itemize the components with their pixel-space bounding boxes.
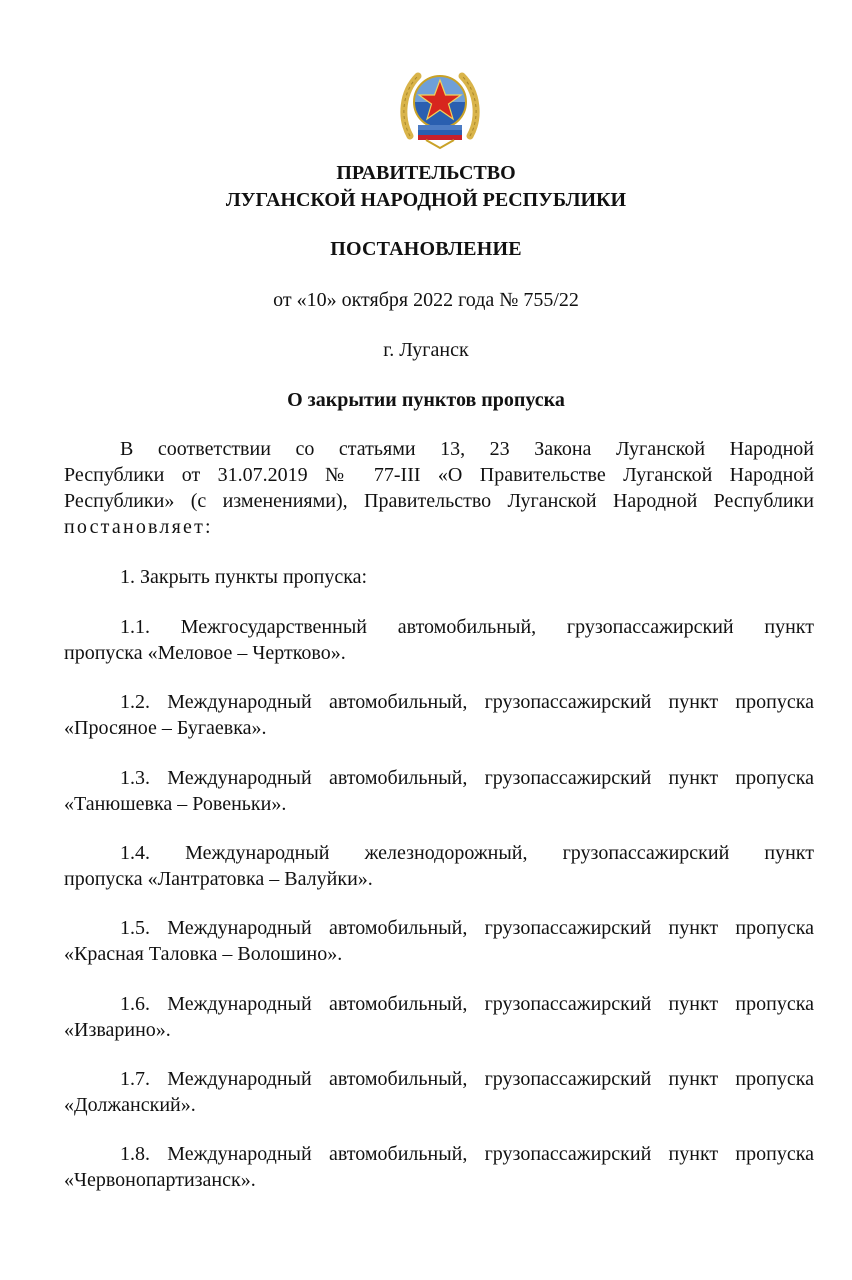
subitem-line: «Просяное – Бугаевка». xyxy=(64,717,267,739)
subitem-line: «Красная Таловка – Волошино». xyxy=(64,943,343,965)
subitem-line: пропуска «Меловое – Чертково». xyxy=(64,642,346,664)
subitem-line: «Изварино». xyxy=(64,1019,171,1041)
subitem-line: 1.5. Международный автомобильный, грузопассажирский пункт пропуска xyxy=(120,917,814,939)
document-type: ПОСТАНОВЛЕНИЕ xyxy=(330,238,522,260)
preamble-line: В соответствии со статьями 13, 23 Закона Луганской Народной xyxy=(120,438,814,460)
subitem-line: 1.8. Международный автомобильный, грузопассажирский пункт пропуска xyxy=(120,1143,814,1165)
preamble-paragraph xyxy=(64,436,814,540)
decree-subitem xyxy=(64,765,814,817)
preamble-line: постановляет: xyxy=(64,516,213,538)
document-subject: О закрытии пунктов пропуска xyxy=(287,389,565,411)
preamble-line: Республики от 31.07.2019 № 77-III «О Правительстве Луганской Народной xyxy=(64,464,814,486)
government-title-line2: ЛУГАНСКОЙ НАРОДНОЙ РЕСПУБЛИКИ xyxy=(225,189,627,211)
subitem-line: «Червонопартизанск». xyxy=(64,1169,256,1191)
subitem-line: 1.7. Международный автомобильный, грузопассажирский пункт пропуска xyxy=(120,1068,814,1090)
date-number-line: от «10» октября 2022 года № 755/22 xyxy=(273,289,579,311)
subitem-line: пропуска «Лантратовка – Валуйки». xyxy=(64,868,373,890)
city-line: г. Луганск xyxy=(383,339,469,361)
coat-of-arms-icon xyxy=(396,62,484,150)
subitem-line: «Танюшевка – Ровеньки». xyxy=(64,793,287,815)
decree-subitem xyxy=(64,1066,814,1118)
decree-subitem xyxy=(64,915,814,967)
decree-subitem xyxy=(64,614,814,666)
decree-subitem xyxy=(64,1141,814,1193)
subitem-line: 1.1. Межгосударственный автомобильный, грузопассажирский пункт xyxy=(120,616,814,638)
decree-subitem xyxy=(64,840,814,892)
subitem-line: 1.6. Международный автомобильный, грузопассажирский пункт пропуска xyxy=(120,993,814,1015)
decree-item-1: 1. Закрыть пункты пропуска: xyxy=(120,566,368,588)
subitem-line: 1.3. Международный автомобильный, грузопассажирский пункт пропуска xyxy=(120,767,814,789)
government-title xyxy=(0,160,852,214)
subitem-line: 1.4. Международный железнодорожный, грузопассажирский пункт xyxy=(120,842,814,864)
decree-subitem xyxy=(64,689,814,741)
decree-subitem xyxy=(64,991,814,1043)
government-title-line1: ПРАВИТЕЛЬСТВО xyxy=(336,162,516,184)
subitem-line: «Должанский». xyxy=(64,1094,196,1116)
preamble-line: Республики» (с изменениями), Правительство Луганской Народной Республики xyxy=(64,490,814,512)
subitem-line: 1.2. Международный автомобильный, грузопассажирский пункт пропуска xyxy=(120,691,814,713)
